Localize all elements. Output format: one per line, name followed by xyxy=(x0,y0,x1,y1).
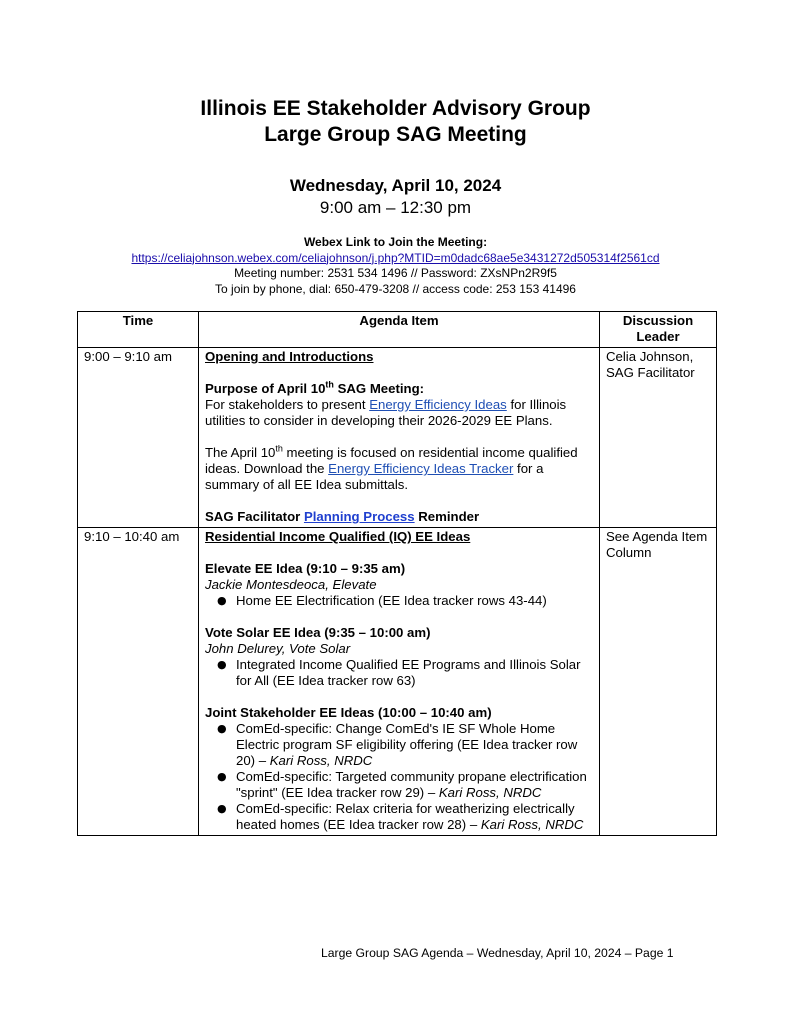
section-heading: Opening and Introductions xyxy=(205,349,374,364)
time-column-header: Time xyxy=(78,312,199,348)
purpose-text: For stakeholders to present Energy Efficiency Ideas for Illinois utilities to consider in developing their 2026-2029 EE Plans. xyxy=(205,397,567,428)
ee-ideas-tracker-link[interactable]: Energy Efficiency Ideas Tracker xyxy=(328,461,514,476)
elevate-presenter: Jackie Montesdeocа, Elevate xyxy=(205,577,377,592)
vote-solar-bullets xyxy=(205,657,593,689)
list-item: ● Integrated Income Qualified EE Programs and Illinois Solar for All (EE Idea tracker row 63) xyxy=(217,657,581,688)
joint-bullets xyxy=(205,721,593,833)
row-leader: See Agenda Item Column xyxy=(600,528,717,836)
row-time: 9:00 – 9:10 am xyxy=(78,348,199,528)
row-time: 9:10 – 10:40 am xyxy=(78,528,199,836)
bullet-icon: ● xyxy=(217,722,227,735)
ee-ideas-link[interactable]: Energy Efficiency Ideas xyxy=(369,397,507,412)
table-row xyxy=(78,528,717,836)
document-title: Illinois EE Stakeholder Advisory Group xyxy=(200,97,591,120)
webex-label: Webex Link to Join the Meeting: xyxy=(303,235,488,249)
webex-info xyxy=(0,235,791,297)
elevate-bullets xyxy=(205,593,593,609)
section-heading: Residential Income Qualified (IQ) EE Ideas xyxy=(205,529,471,544)
list-item: ● ComEd-specific: Relax criteria for weatherizing electrically heated homes (EE Idea tracker row 28) – Kari Ross, NRDC xyxy=(217,801,584,832)
bullet-icon: ● xyxy=(217,802,227,815)
agenda-table xyxy=(77,311,717,836)
vote-solar-title: Vote Solar EE Idea (9:35 – 10:00 am) xyxy=(205,625,431,640)
bullet-icon: ● xyxy=(217,594,227,607)
page-footer: Large Group SAG Agenda – Wednesday, April 10, 2024 – Page 1 xyxy=(321,946,674,960)
meeting-time: 9:00 am – 12:30 pm xyxy=(319,198,472,217)
webex-link[interactable]: https://celiajohnson.webex.com/celiajohnson/j.php?MTID=m0dadc68ae5e3431272d505314f2561cd xyxy=(131,250,660,265)
vote-solar-presenter: John Delurey, Vote Solar xyxy=(205,641,351,656)
phone-line: To join by phone, dial: 650-479-3208 // access code: 253 153 41496 xyxy=(215,281,576,296)
row-agenda-item xyxy=(199,348,600,528)
meeting-date: Wednesday, April 10, 2024 xyxy=(289,176,502,195)
row-agenda-item xyxy=(199,528,600,836)
agenda-column-header: Agenda Item xyxy=(199,312,600,348)
bullet-icon: ● xyxy=(217,770,227,783)
purpose-heading: Purpose of April 10th SAG Meeting: xyxy=(205,379,425,396)
table-row xyxy=(78,348,717,528)
document-subtitle: Large Group SAG Meeting xyxy=(264,123,527,146)
planning-process-link[interactable]: Planning Process xyxy=(303,509,415,524)
list-item: ● ComEd-specific: Change ComEd's IE SF Whole Home Electric program SF eligibility offering (EE Idea tracker row 20) – Kari Ross, NRDC xyxy=(217,721,578,768)
bullet-icon: ● xyxy=(217,658,227,671)
row-leader: Celia Johnson, SAG Facilitator xyxy=(600,348,717,528)
focus-text: The April 10th meeting is focused on residential income qualified ideas. Download the Energy Efficiency Ideas Tracker for a summary of all EE Idea submittals. xyxy=(205,443,578,492)
leader-column-header: Discussion Leader xyxy=(600,312,717,348)
table-header-row xyxy=(78,312,717,348)
joint-title: Joint Stakeholder EE Ideas (10:00 – 10:40 am) xyxy=(205,705,492,720)
reminder-line: SAG Facilitator Planning Process Reminder xyxy=(205,509,480,524)
elevate-title: Elevate EE Idea (9:10 – 9:35 am) xyxy=(205,561,406,576)
meeting-number-line: Meeting number: 2531 534 1496 // Password: ZXsNPn2R9f5 xyxy=(234,266,557,280)
list-item: ● ComEd-specific: Targeted community propane electrification "sprint" (EE Idea tracker row 29) – Kari Ross, NRDC xyxy=(217,769,587,800)
list-item: ● Home EE Electrification (EE Idea tracker rows 43-44) xyxy=(217,593,547,608)
